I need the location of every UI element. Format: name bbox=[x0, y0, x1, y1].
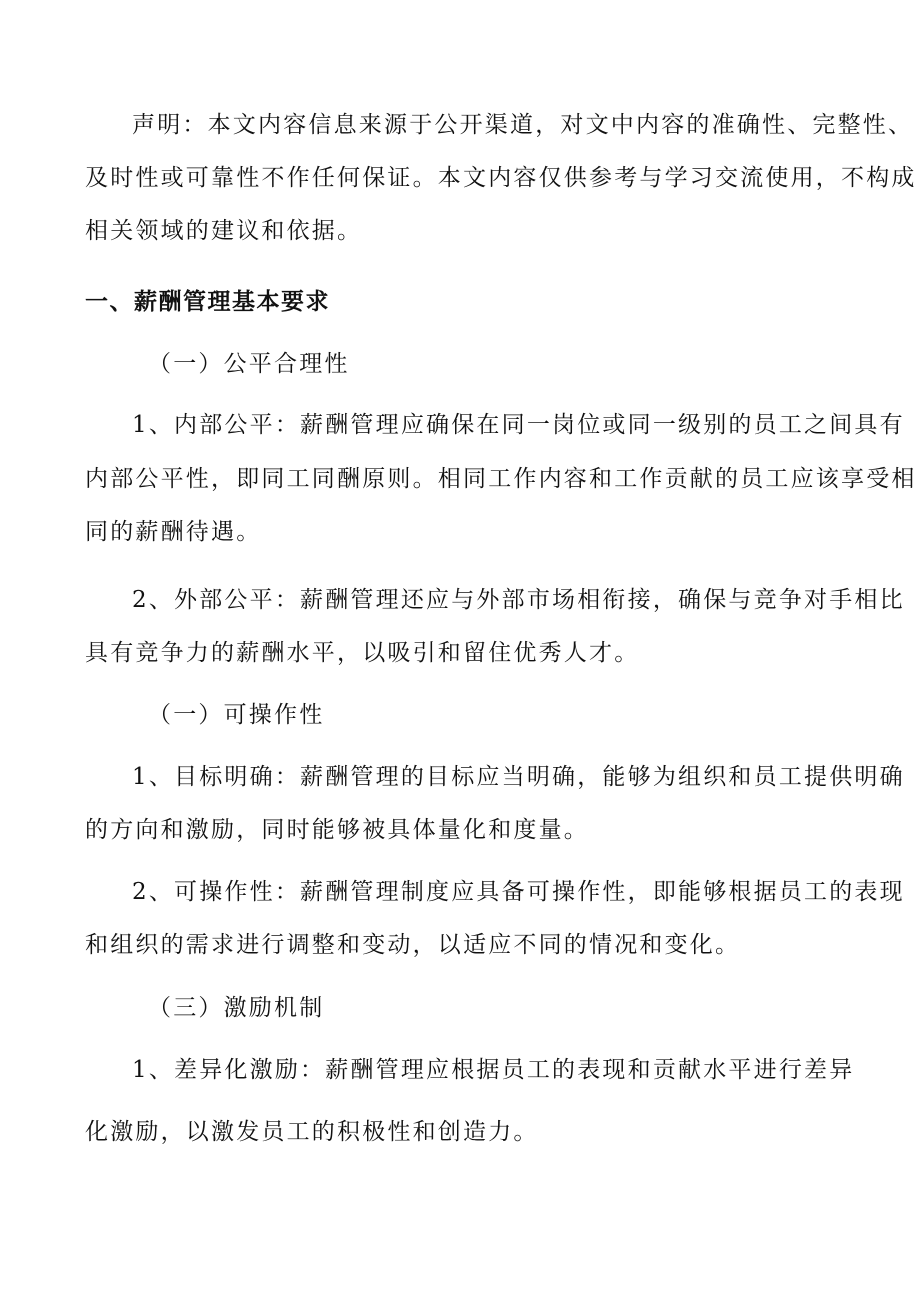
paragraph-2-line-1: 2、外部公平：薪酬管理还应与外部市场相衔接，确保与竞争对手相比 bbox=[132, 587, 905, 613]
disclaimer-line-1: 声明：本文内容信息来源于公开渠道，对文中内容的准确性、完整性、 bbox=[132, 112, 914, 138]
paragraph-5-line-2: 化激励，以激发员工的积极性和创造力。 bbox=[85, 1119, 539, 1145]
paragraph-4-line-1: 2、可操作性：薪酬管理制度应具备可操作性，即能够根据员工的表现 bbox=[132, 879, 905, 905]
paragraph-1-line-3: 同的薪酬待遇。 bbox=[85, 519, 262, 545]
disclaimer-line-3: 相关领域的建议和依据。 bbox=[85, 218, 363, 244]
paragraph-4-line-2: 和组织的需求进行调整和变动，以适应不同的情况和变化。 bbox=[85, 932, 741, 958]
subsection-heading-1: （一）公平合理性 bbox=[148, 351, 350, 377]
subsection-heading-2: （一）可操作性 bbox=[148, 702, 325, 728]
section-heading: 一、薪酬管理基本要求 bbox=[85, 289, 330, 315]
subsection-heading-3: （三）激励机制 bbox=[148, 995, 325, 1021]
paragraph-3-line-2: 的方向和激励，同时能够被具体量化和度量。 bbox=[85, 817, 589, 843]
paragraph-3-line-1: 1、目标明确：薪酬管理的目标应当明确，能够为组织和员工提供明确 bbox=[132, 764, 905, 790]
paragraph-1-line-1: 1、内部公平：薪酬管理应确保在同一岗位或同一级别的员工之间具有 bbox=[132, 412, 905, 438]
disclaimer-line-2: 及时性或可靠性不作任何保证。本文内容仅供参考与学习交流使用，不构成 bbox=[85, 165, 917, 191]
paragraph-2-line-2: 具有竞争力的薪酬水平，以吸引和留住优秀人才。 bbox=[85, 640, 640, 666]
paragraph-5-line-1: 1、差异化激励：薪酬管理应根据员工的表现和贡献水平进行差异 bbox=[132, 1057, 855, 1083]
paragraph-1-line-2: 内部公平性，即同工同酬原则。相同工作内容和工作贡献的员工应该享受相 bbox=[85, 466, 917, 492]
